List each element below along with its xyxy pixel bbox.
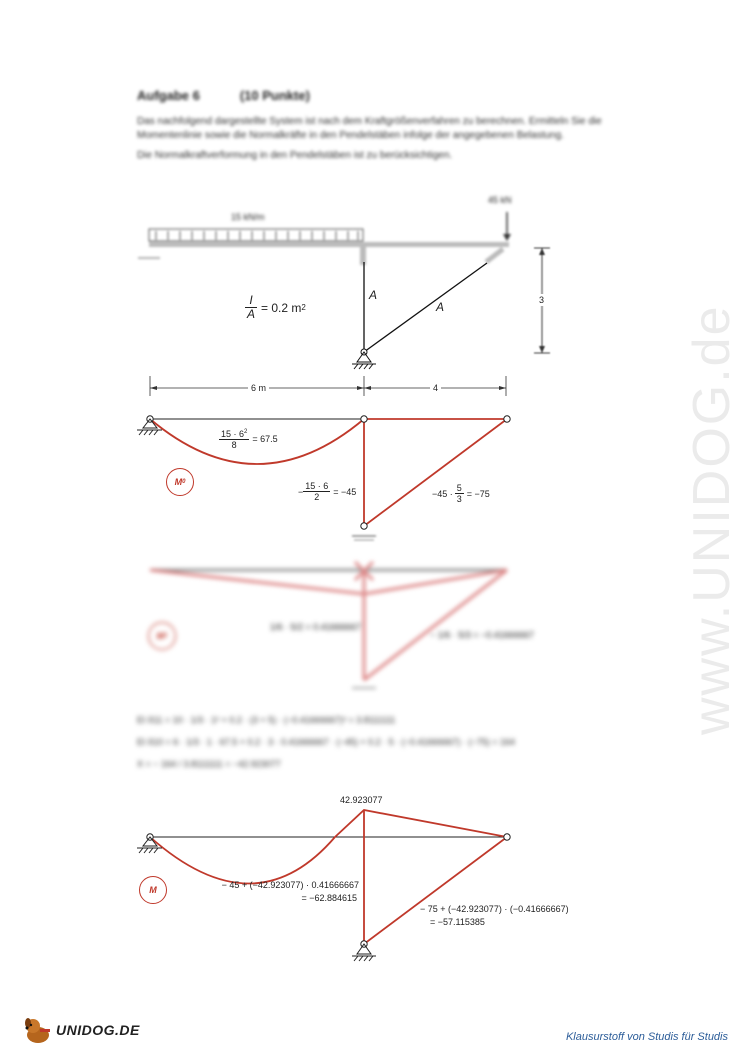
equation-delta-10: EI δ10 = 6 · 1/3 · 1 · 67.5 + 0.2 · 3 · 0.41666667 · (−45) + 0.2 · 5 · (−0.41666667) · (−75) = 164 xyxy=(137,737,515,747)
m0-span-num: 15 · 6 xyxy=(221,429,245,439)
m0-diag-value: = −75 xyxy=(466,488,490,499)
span-dimension xyxy=(150,376,506,396)
m1-badge-letter: M xyxy=(156,631,165,641)
task-title: Aufgabe 6 xyxy=(137,88,200,103)
task-paragraph-1: Das nachfolgend dargestellte System ist nach dem Kraftgrößenverfahren zu berechnen. Ermitteln Sie die Momentenlinie sowie die Normalkräfte in den Pendelstäben infolge der angegebenen Belastung. xyxy=(137,116,602,141)
m0-span-den: 8 xyxy=(231,440,237,450)
logo-text: UNIDOG.DE xyxy=(56,1022,140,1038)
watermark: www.UNIDOG.de xyxy=(683,304,741,735)
m1-diagonal-label: − 1/6 · 5/3 = −0.41666667 xyxy=(430,630,534,640)
m0-diag-prefix: −45 · xyxy=(432,488,453,499)
distributed-load-label: 15 kN/m xyxy=(231,212,265,222)
m0-diagonal-moment xyxy=(432,483,490,504)
equation-x: X = − 164 / 3.8111111 = −42.923077 xyxy=(137,759,281,769)
m1-vertical-label: 1/6 · 5/2 = 0.41666667 xyxy=(270,622,361,632)
dim-height-label: 3 xyxy=(539,295,545,305)
m-vert-result: = −62.884615 xyxy=(301,893,357,903)
m0-span-moment xyxy=(219,427,278,450)
m-peak-label: 42.923077 xyxy=(340,795,383,805)
m0-badge-letter: M xyxy=(174,477,183,487)
equations xyxy=(137,709,515,775)
dim-right-label: 4 xyxy=(430,383,441,393)
ratio-numerator: I xyxy=(245,294,257,308)
m0-span-exp: 2 xyxy=(244,429,248,435)
pin-support xyxy=(352,349,376,369)
ratio-denominator: A xyxy=(247,307,256,321)
m-vertical-result xyxy=(214,880,359,903)
m0-vert-num: 15 · 6 xyxy=(305,481,329,491)
m0-diag-den: 3 xyxy=(456,494,462,504)
m0-span-value: = 67.5 xyxy=(252,433,278,444)
dim-left-label: 6 m xyxy=(248,383,269,393)
m-diagonal-result xyxy=(420,904,569,927)
m1-badge-sub: 1 xyxy=(164,633,168,639)
m0-diag-num: 5 xyxy=(456,483,462,493)
diagonal-rod xyxy=(364,263,487,352)
m0-vert-prefix: − xyxy=(298,486,304,497)
m1-badge xyxy=(148,622,176,650)
equation-delta-11: EI δ11 = 10 · 1/3 · 1² + 0.2 · (3 + 5) · (−0.41666667)² = 3.8111111 xyxy=(137,715,396,725)
m0-badge-sub: 0 xyxy=(182,479,186,485)
m0-vert-den: 2 xyxy=(314,492,320,502)
stiffness-ratio xyxy=(245,294,306,321)
ratio-exponent: 2 xyxy=(301,303,306,312)
distributed-load xyxy=(138,212,511,265)
point-load-label: 45 kN xyxy=(488,195,512,205)
m-vert-expression: − 45 + (−42.923077) · 0.41666667 xyxy=(221,880,359,890)
vertical-rod-label: A xyxy=(369,288,378,302)
m0-vert-value: = −45 xyxy=(333,486,357,497)
diagonal-rod-label: A xyxy=(436,300,445,314)
m-badge: M xyxy=(139,876,167,904)
task-points: (10 Punkte) xyxy=(239,88,310,103)
footer-logo[interactable] xyxy=(22,1015,140,1045)
m-diag-result: = −57.115385 xyxy=(430,917,485,927)
footer-tagline: Klausurstoff von Studis für Studis xyxy=(565,1031,728,1043)
ratio-value: = 0.2 m xyxy=(261,300,302,315)
m0-vertical-moment xyxy=(298,481,356,502)
m-diag-expression: − 75 + (−42.923077) · (−0.41666667) xyxy=(420,904,569,914)
task-paragraph-2: Die Normalkraftverformung in den Pendelstäben ist zu berücksichtigen. xyxy=(137,150,453,161)
dog-icon xyxy=(22,1015,54,1045)
m0-badge xyxy=(166,468,194,496)
